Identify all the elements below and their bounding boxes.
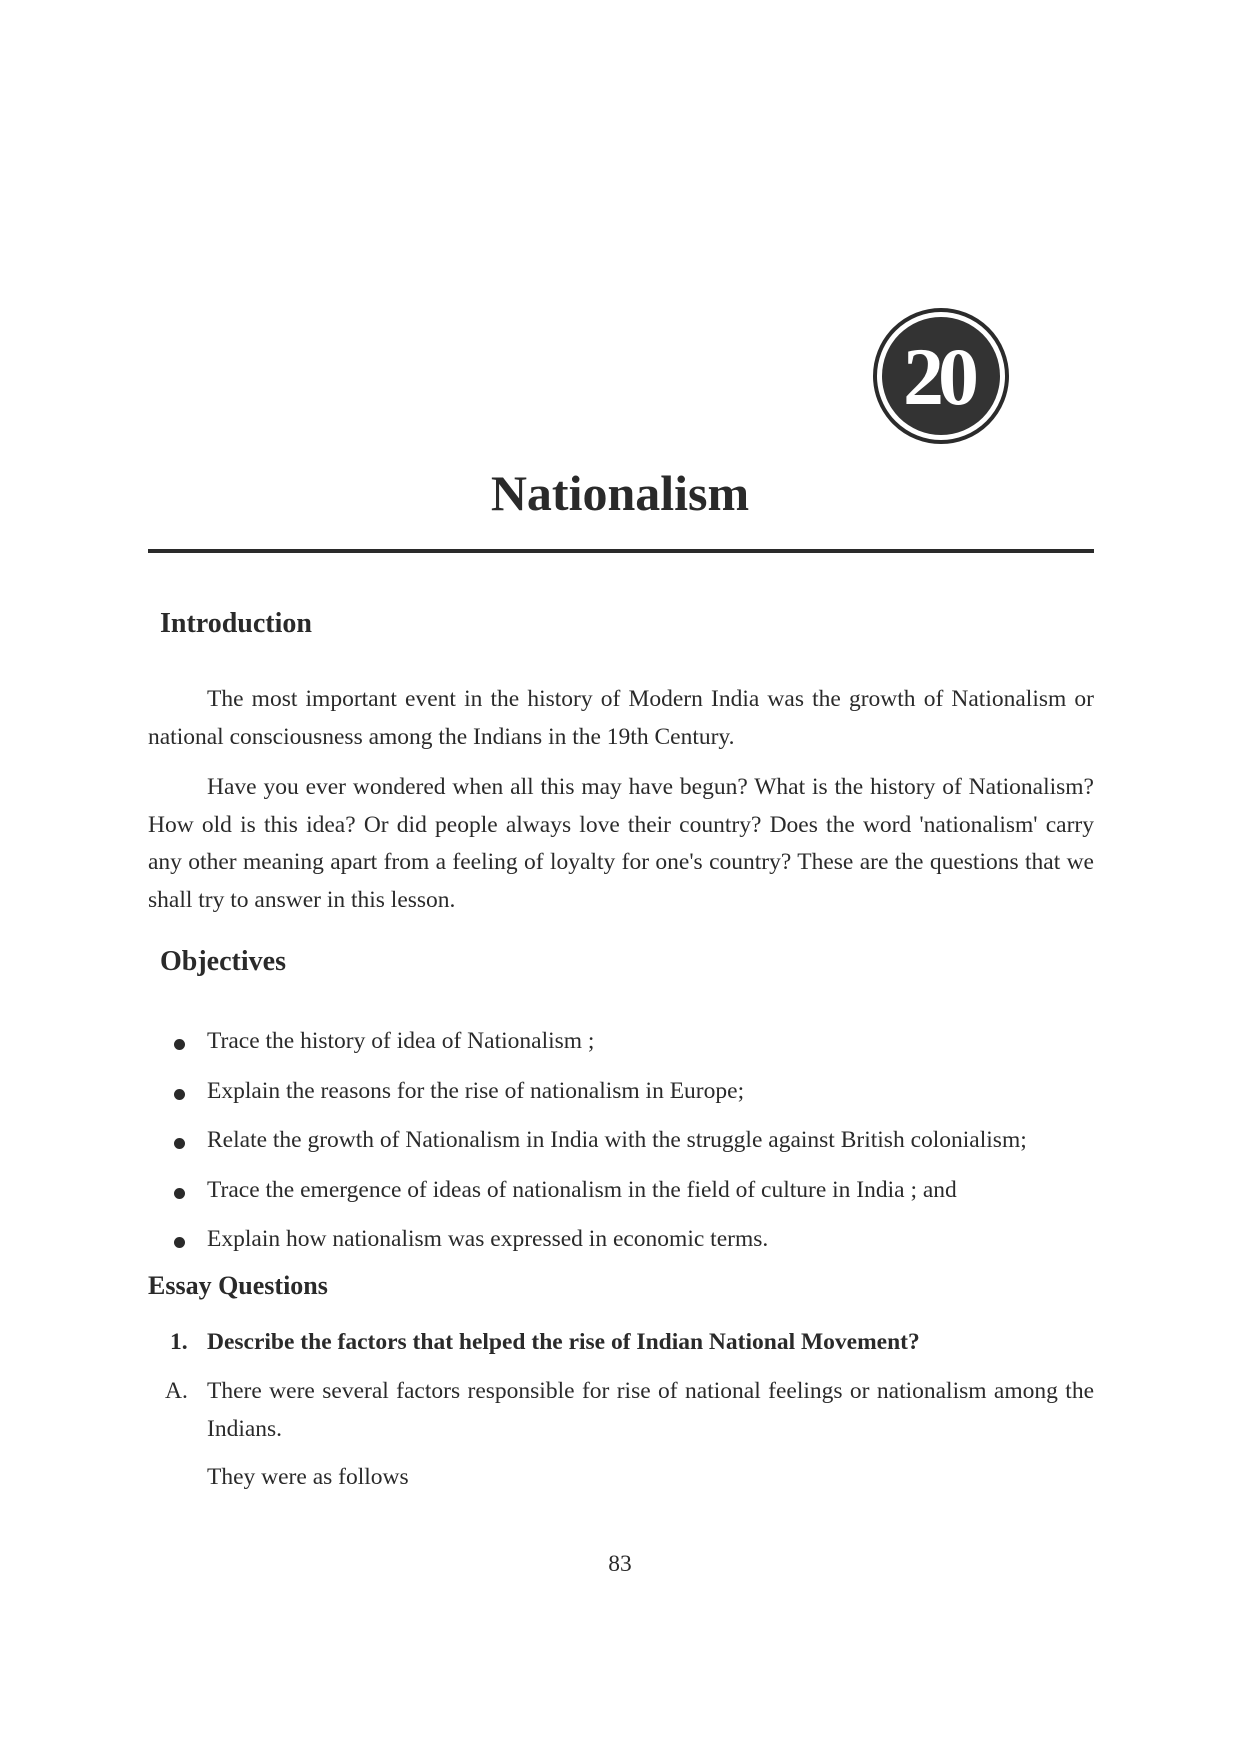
answer-followup: They were as follows: [207, 1464, 409, 1490]
list-item: [148, 1122, 1094, 1172]
intro-paragraph-1: The most important event in the history of Modern India was the growth of Nationalism or national consciousness among the Indians in the 19th Century.: [148, 686, 1094, 750]
objectives-heading: Objectives: [160, 946, 286, 977]
bullet-icon: [174, 1089, 185, 1100]
objectives-list: [148, 1023, 1094, 1271]
essay-questions-heading: Essay Questions: [148, 1271, 328, 1300]
list-item: [148, 1023, 1094, 1073]
list-item: [148, 1172, 1094, 1222]
answer-label: A.: [165, 1378, 188, 1404]
page-number: 83: [608, 1551, 632, 1577]
introduction-heading: Introduction: [160, 608, 312, 639]
title-divider: [148, 549, 1094, 553]
objective-text: Trace the history of idea of Nationalism ;: [207, 1028, 595, 1054]
objective-text: Trace the emergence of ideas of nationalism in the field of culture in India ; and: [207, 1176, 957, 1203]
bullet-icon: [174, 1237, 185, 1248]
chapter-number-badge: [873, 308, 1009, 444]
question-number: 1.: [170, 1329, 188, 1355]
answer-text: There were several factors responsible for rise of national feelings or nationalism among the Indians.: [207, 1378, 1094, 1442]
bullet-icon: [174, 1188, 185, 1199]
objective-text: Relate the growth of Nationalism in India with the struggle against British colonialism;: [207, 1127, 1027, 1153]
question-text: Describe the factors that helped the rise of Indian National Movement?: [207, 1329, 920, 1355]
chapter-title: Nationalism: [490, 465, 750, 521]
chapter-number: 20: [903, 331, 973, 422]
list-item: [148, 1221, 1094, 1271]
chapter-number-disc: [882, 317, 1000, 435]
intro-paragraph-2: Have you ever wondered when all this may have begun? What is the history of Nationalism? How old is this idea? Or did people always love their country? Does the word 'nationalism' carry any other meaning apart from a feeling of loyalty for one's country? These are the questions that we shall try to answer in this lesson.: [148, 774, 1094, 913]
list-item: [148, 1073, 1094, 1123]
objective-text: Explain how nationalism was expressed in economic terms.: [207, 1226, 769, 1252]
objective-text: Explain the reasons for the rise of nationalism in Europe;: [207, 1077, 745, 1104]
bullet-icon: [174, 1138, 185, 1149]
bullet-icon: [174, 1039, 185, 1050]
answer-1: [148, 1373, 1094, 1497]
